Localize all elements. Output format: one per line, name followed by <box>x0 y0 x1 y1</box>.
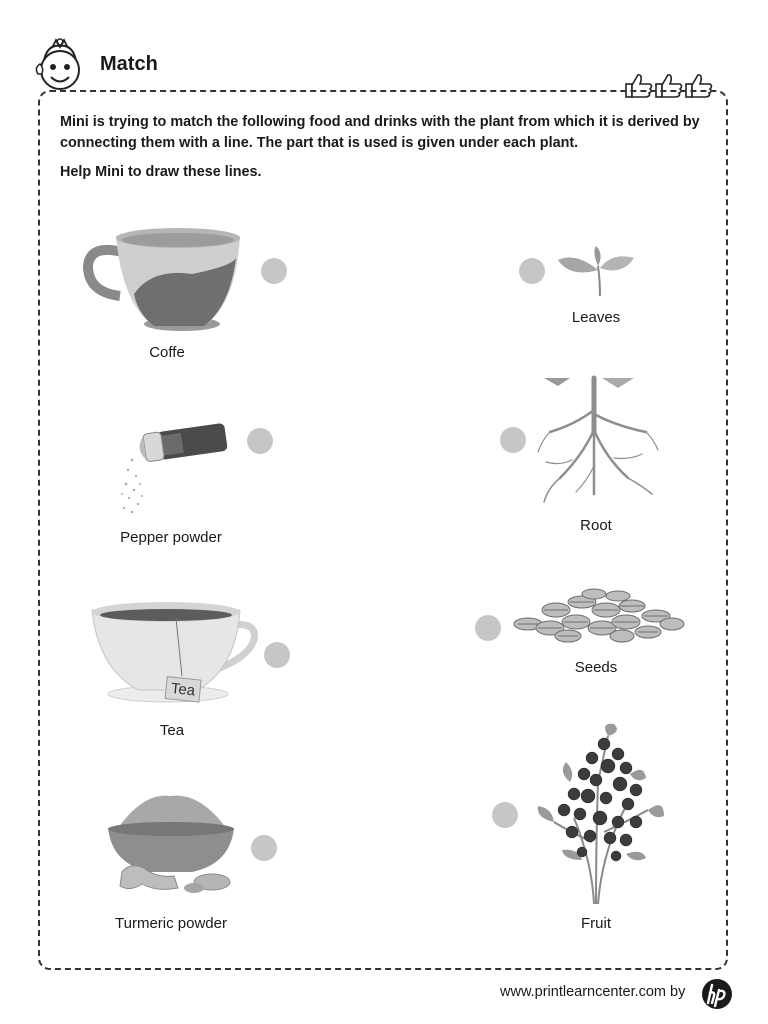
hp-logo-icon <box>701 978 733 1010</box>
match-dot-leaves[interactable] <box>519 258 545 284</box>
worksheet-title: Match <box>100 53 158 75</box>
plant-label-fruit: Fruit <box>581 915 611 932</box>
tea-tag-text: Tea <box>170 680 196 700</box>
instructions-text: Mini is trying to match the following food and drinks with the plant from which it is derived by connecting them with a line. The part that is used is given under each plant. <box>60 114 700 151</box>
berry-branch-icon <box>530 722 670 906</box>
plant-label-leaves: Leaves <box>571 309 621 326</box>
food-label-pepper: Pepper powder <box>120 529 222 546</box>
match-dot-seeds[interactable] <box>475 615 501 641</box>
turmeric-bowl-icon <box>104 792 238 900</box>
food-label-coffee: Coffe <box>149 344 185 361</box>
plant-label-seeds: Seeds <box>574 659 618 676</box>
footer-credit: www.printlearncenter.com by <box>500 984 686 1000</box>
root-icon <box>536 374 660 506</box>
tea-cup-icon <box>88 598 258 710</box>
pepper-shaker-icon <box>118 418 230 518</box>
plant-label-root: Root <box>580 517 612 534</box>
leaves-icon <box>556 246 636 298</box>
food-label-tea: Tea <box>159 722 185 739</box>
match-dot-root[interactable] <box>500 427 526 453</box>
match-dot-fruit[interactable] <box>492 802 518 828</box>
help-text: Help Mini to draw these lines. <box>60 164 262 180</box>
match-dot-tea[interactable] <box>264 642 290 668</box>
food-label-turmeric: Turmeric powder <box>115 915 227 932</box>
match-dot-coffee[interactable] <box>261 258 287 284</box>
mini-mascot-icon <box>30 34 90 94</box>
match-dot-turmeric[interactable] <box>251 835 277 861</box>
seeds-icon <box>510 588 684 646</box>
coffee-cup-icon <box>82 222 244 334</box>
match-dot-pepper[interactable] <box>247 428 273 454</box>
